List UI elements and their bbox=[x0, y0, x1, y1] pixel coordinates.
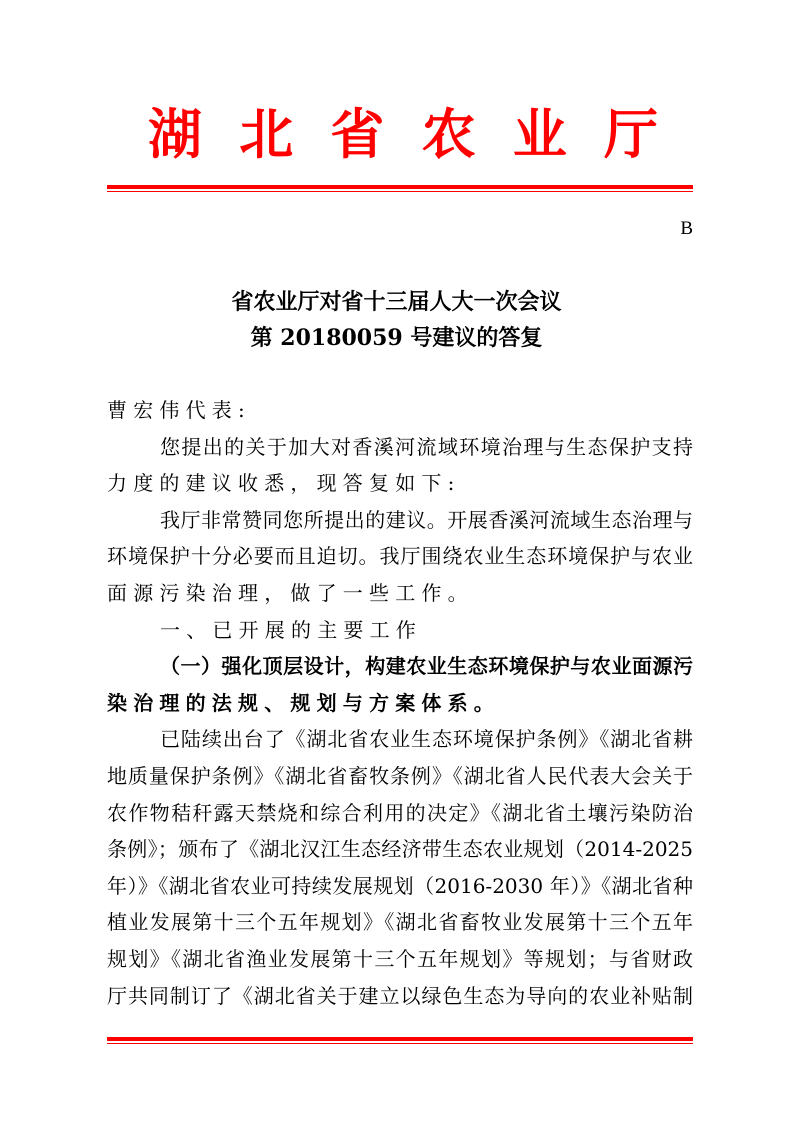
body-text-line: 染治理的法规、规划与方案体系。 bbox=[107, 690, 500, 715]
body-text-line: 您提出的关于加大对香溪河流域环境治理与生态保护支持 bbox=[160, 434, 693, 459]
footer-red-rule bbox=[107, 1037, 693, 1044]
letterhead-char: 湖 bbox=[148, 103, 202, 166]
body-text-line: 农作物秸秆露天禁烧和综合利用的决定》《湖北省土壤污染防治 bbox=[107, 800, 693, 825]
body-text-line: 我厅非常赞同您所提出的建议。开展香溪河流域生态治理与 bbox=[160, 507, 693, 532]
body-text-line: 环境保护十分必要而且迫切。我厅围绕农业生态环境保护与农业 bbox=[107, 544, 693, 569]
header-red-rule bbox=[107, 185, 693, 192]
body-text-line: 一、已开展的主要工作 bbox=[160, 617, 422, 642]
letterhead-char: 厅 bbox=[603, 103, 658, 166]
body-text-line: 地质量保护条例》《湖北省畜牧条例》《湖北省人民代表大会关于 bbox=[107, 764, 693, 788]
body-text-line: 规划》《湖北省渔业发展第十三个五年规划》等规划；与省财政 bbox=[107, 947, 693, 971]
body-text-line: 年）》《湖北省农业可持续发展规划（2016-2030 年）》《湖北省种 bbox=[107, 873, 693, 898]
body-text-line: 条例》；颁布了《湖北汉江生态经济带生态农业规划（2014-2025 bbox=[107, 837, 693, 862]
body-text-line: 植业发展第十三个五年规划》《湖北省畜牧业发展第十三个五年 bbox=[107, 910, 693, 935]
letterhead-char: 农 bbox=[421, 103, 476, 166]
body-text-line: （一）强化顶层设计，构建农业生态环境保护与农业面源污 bbox=[160, 654, 693, 679]
body-text-line: 厅共同制订了《湖北省关于建立以绿色生态为导向的农业补贴制 bbox=[107, 983, 693, 1008]
body-text-line: 面源污染治理，做了一些工作。 bbox=[107, 581, 474, 605]
body-text-line: 已陆续出台了《湖北省农业生态环境保护条例》《湖北省耕 bbox=[160, 727, 693, 752]
letterhead-org-name bbox=[148, 100, 658, 170]
letterhead-char: 北 bbox=[239, 103, 294, 166]
body-text-line: 力度的建议收悉，现答复如下: bbox=[107, 471, 461, 496]
document-code: B bbox=[680, 218, 693, 239]
letterhead-char: 省 bbox=[330, 103, 385, 166]
body-text-line: 曹宏伟代表: bbox=[107, 398, 251, 422]
document-title-line2: 第 20180059 号建议的答复 bbox=[250, 325, 543, 351]
letterhead-char: 业 bbox=[512, 103, 567, 166]
document-title-line1: 省农业厅对省十三届人大一次会议 bbox=[231, 289, 562, 315]
